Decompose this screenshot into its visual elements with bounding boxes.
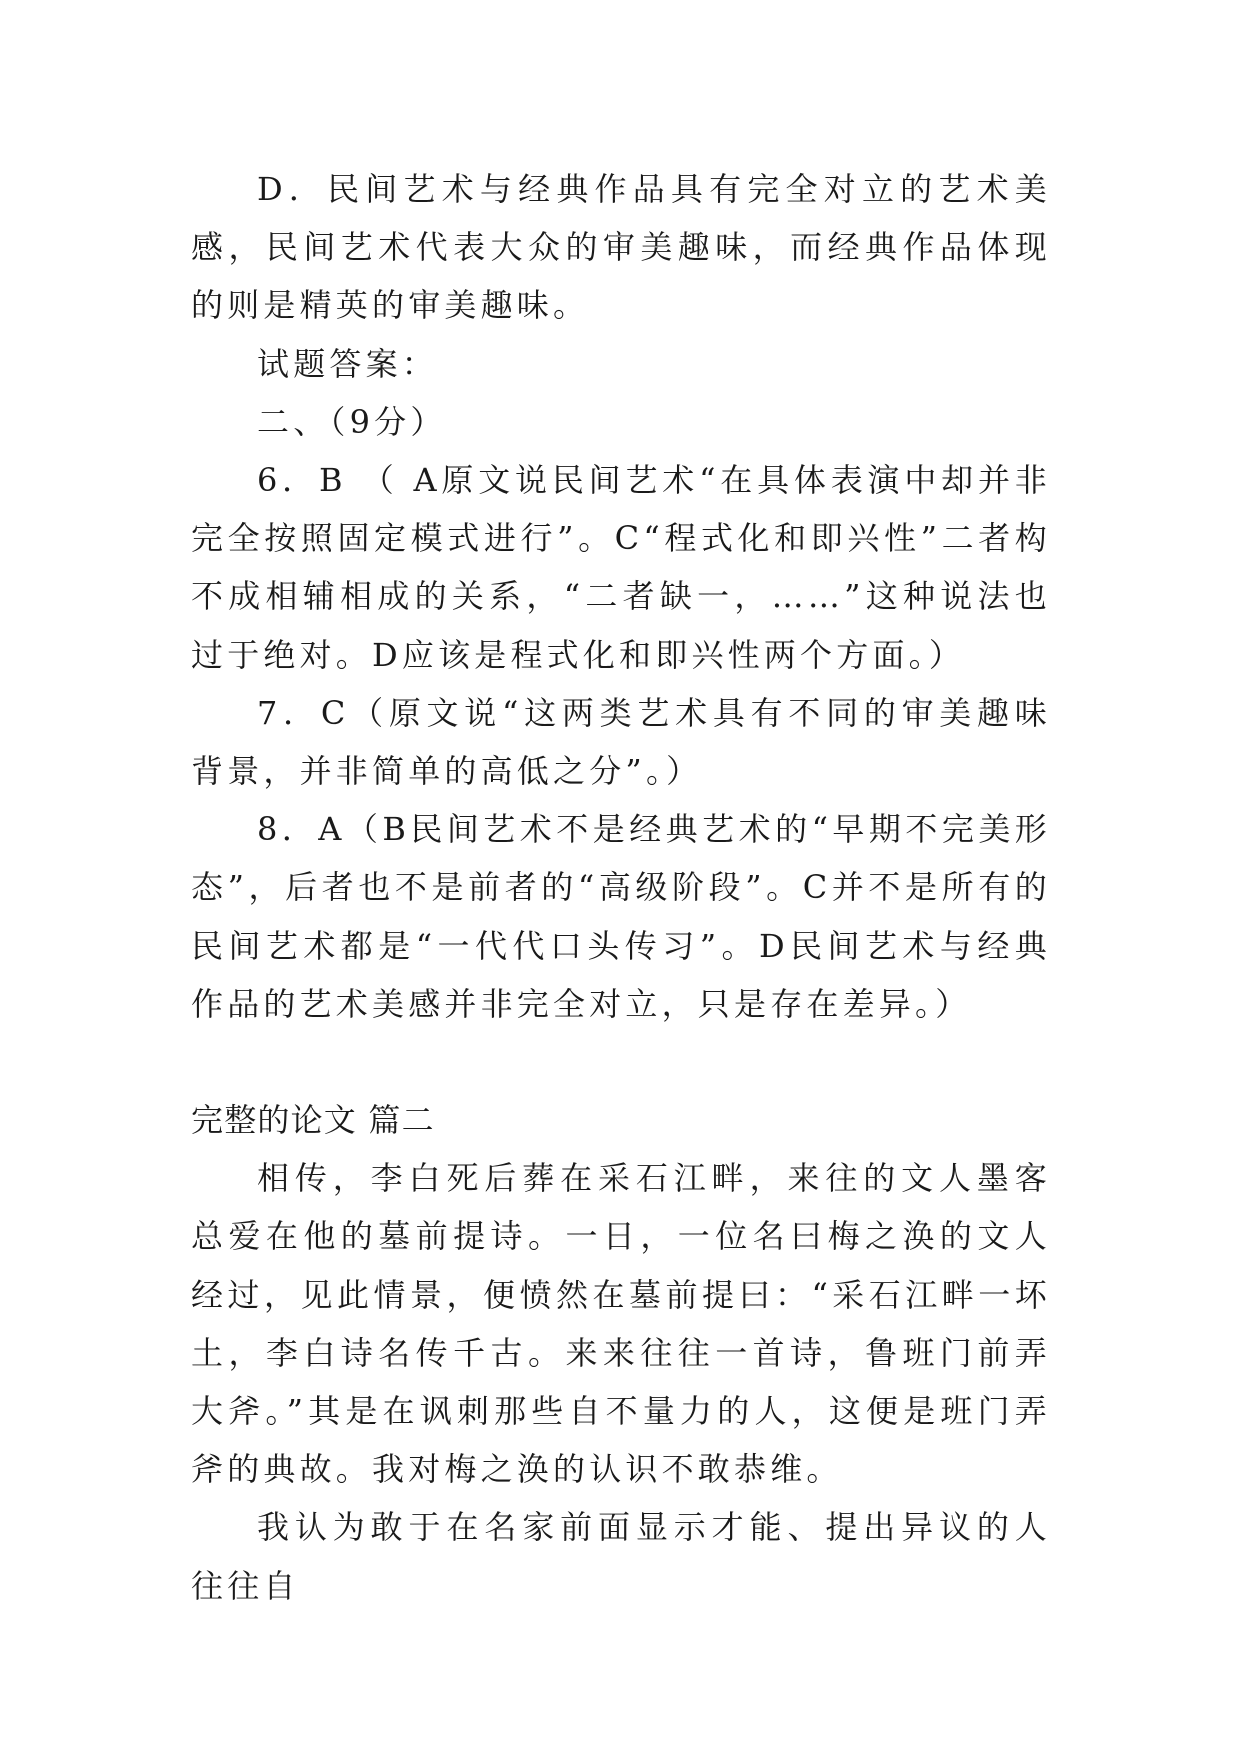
paragraph-essay-2: 我认为敢于在名家前面显示才能、提出异议的人往往自 [191, 1508, 1051, 1605]
paragraph-answer-8: 8．A（B民间艺术不是经典艺术的“早期不完美形态”，后者也不是前者的“高级阶段”。C并不是所有的民间艺术都是“一代代口头传习”。D民间艺术与经典作品的艺术美感并非完全对立，只是存在差异。） [191, 810, 1051, 1023]
paragraph-answer-7: 7．C（原文说“这两类艺术具有不同的审美趣味背景，并非简单的高低之分”。） [191, 693, 1051, 791]
blank-line [191, 1033, 1051, 1091]
paragraph-answer-heading: 试题答案： [257, 344, 439, 383]
paragraph-essay-1: 相传，李白死后葬在采石江畔，来往的文人墨客总爱在他的墓前提诗。一日，一位名曰梅之涣的文人经过，见此情景，便愤然在墓前提曰：“采石江畔一坏土，李白诗名传千古。来来往往一首诗，鲁班门前弄大斧。”其是在讽刺那些自不量力的人，这便是班门弄斧的典故。我对梅之涣的认识不敢恭维。 [191, 1159, 1051, 1489]
paragraph-section-two-score: 二、（9分） [257, 402, 447, 441]
paragraph-answer-6: 6．B （ A原文说民间艺术“在具体表演中却并非完全按照固定模式进行”。C“程式化和即兴性”二者构不成相辅相成的关系，“二者缺一，……”这种说法也过于绝对。D应该是程式化和即兴性两个方面。） [191, 461, 1051, 674]
paragraph-option-d: D．民间艺术与经典作品具有完全对立的艺术美感，民间艺术代表大众的审美趣味，而经典作品体现的则是精英的审美趣味。 [191, 170, 1051, 325]
document-page [191, 160, 1051, 1615]
section-title: 完整的论文 篇二 [191, 1101, 435, 1140]
